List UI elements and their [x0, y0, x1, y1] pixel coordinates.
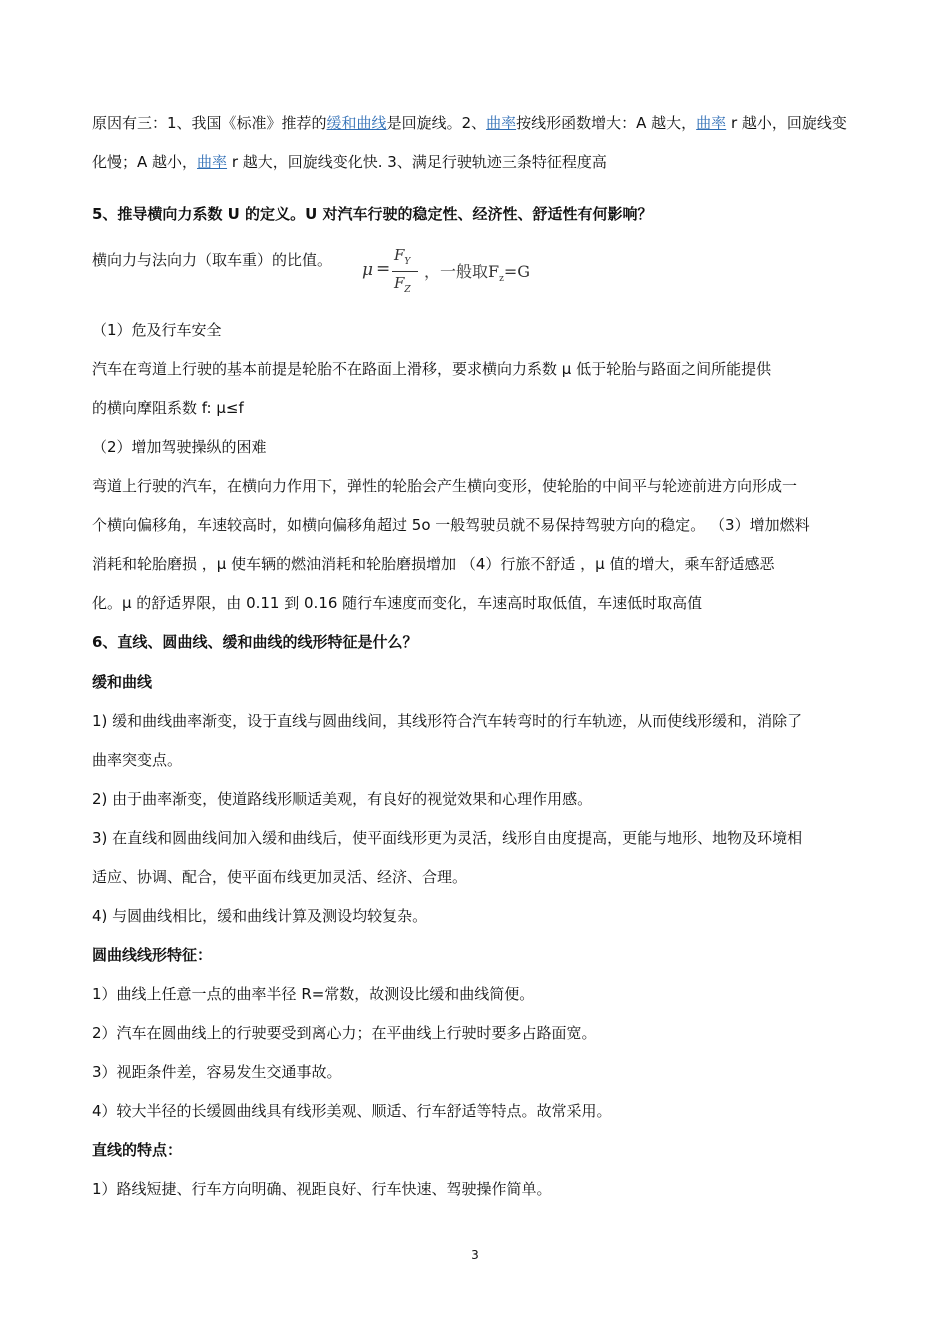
paragraph-line: 弯道上行驶的汽车，在横向力作用下，弹性的轮胎会产生横向变形，使轮胎的中间平与轮迹前进方向形成一 [92, 477, 798, 495]
subheading: 缓和曲线 [92, 673, 153, 691]
list-item-continued: 曲率突变点。 [92, 751, 183, 769]
paragraph-line: 消耗和轮胎磨损 ，μ 使车辆的燃油消耗和轮胎磨损增加 （4）行旅不舒适 ，μ 值的增大，乘车舒适感恶 [92, 555, 775, 573]
link-huanhe-quxian[interactable]: 缓和曲线 [326, 114, 387, 132]
list-item: 4）较大半径的长缓圆曲线具有线形美观、顺适、行车舒适等特点。故常采用。 [92, 1102, 612, 1120]
paragraph-line [92, 113, 847, 133]
definition-text: 横向力与法向力（取车重）的比值。 [92, 251, 333, 269]
page-number: 3 [471, 1248, 479, 1262]
list-item: 1）曲线上任意一点的曲率半径 R=常数，故测设比缓和曲线简便。 [92, 985, 535, 1003]
fraction-bar [392, 271, 418, 272]
question-heading: 6、直线、圆曲线、缓和曲线的线形特征是什么？ [92, 633, 418, 651]
text-run: 原因有三：1、我国《标准》推荐的 [92, 114, 327, 132]
text-run: r 越大，回旋线变化快. 3、满足行驶轨迹三条特征程度高 [227, 153, 607, 171]
subheading: 直线的特点： [92, 1141, 183, 1159]
list-item: 2）汽车在圆曲线上的行驶要受到离心力；在平曲线上行驶时要多占路面宽。 [92, 1024, 597, 1042]
formula-equals: = [376, 259, 391, 279]
paragraph-line [92, 152, 607, 172]
formula-note: ，一般取$F_z=G$ [424, 262, 531, 285]
link-qulv[interactable]: 曲率 [696, 114, 727, 132]
list-item-continued: 适应、协调、配合，使平面布线更加灵活、经济、合理。 [92, 868, 468, 886]
formula-mu: μ [362, 260, 374, 280]
list-item: 4) 与圆曲线相比，缓和曲线计算及测设均较复杂。 [92, 907, 428, 925]
text-run: 是回旋线。2、 [386, 114, 487, 132]
list-item: 2) 由于曲率渐变，使道路线形顺适美观，有良好的视觉效果和心理作用感。 [92, 790, 593, 808]
link-qulv[interactable]: 曲率 [197, 153, 228, 171]
subheading: 圆曲线线形特征： [92, 946, 213, 964]
text-run: 按线形函数增大：A 越大， [516, 114, 697, 132]
formula-denominator: $F_Z$ [394, 274, 411, 295]
section-heading: （1）危及行车安全 [92, 321, 222, 339]
list-item: 1) 缓和曲线曲率渐变，设于直线与圆曲线间，其线形符合汽车转弯时的行车轨迹，从而使线形缓和，消除了 [92, 712, 803, 730]
list-item: 3) 在直线和圆曲线间加入缓和曲线后，使平面线形更为灵活，线形自由度提高，更能与地形、地物及环境相 [92, 829, 803, 847]
question-heading: 5、推导横向力系数 U 的定义。U 对汽车行驶的稳定性、经济性、舒适性有何影响？ [92, 205, 653, 223]
section-heading: （2）增加驾驶操纵的困难 [92, 438, 267, 456]
paragraph-line: 化。μ 的舒适界限，由 0.11 到 0.16 随行车速度而变化，车速高时取低值，车速低时取高值 [92, 594, 703, 612]
list-item: 1）路线短捷、行车方向明确、视距良好、行车快速、驾驶操作简单。 [92, 1180, 552, 1198]
list-item: 3）视距条件差，容易发生交通事故。 [92, 1063, 342, 1081]
formula [360, 246, 550, 298]
paragraph-line: 个横向偏移角，车速较高时，如横向偏移角超过 5o 一般驾驶员就不易保持驾驶方向的稳定。 （3）增加燃料 [92, 516, 810, 534]
formula-numerator: $F_Y$ [394, 246, 411, 267]
text-run: r 越小，回旋线变 [726, 114, 847, 132]
paragraph-line: 的横向摩阻系数 f: μ≤f [92, 399, 244, 417]
text-run: 化慢；A 越小， [92, 153, 198, 171]
paragraph-line: 汽车在弯道上行驶的基本前提是轮胎不在路面上滑移，要求横向力系数 μ 低于轮胎与路面之间所能提供 [92, 360, 772, 378]
link-qulv[interactable]: 曲率 [486, 114, 517, 132]
